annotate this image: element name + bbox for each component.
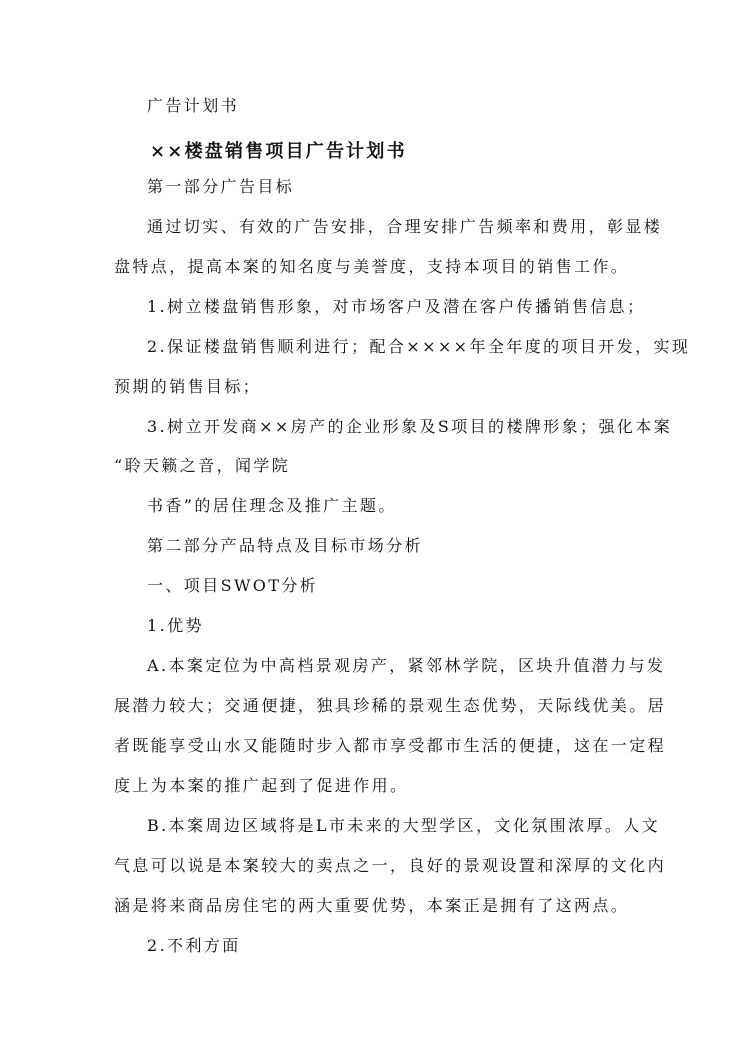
paragraph-line: 展潜力较大；交通便捷，独具珍稀的景观生态优势，天际线优美。居 [114,696,667,715]
part2-heading: 第二部分产品特点及目标市场分析 [147,536,424,555]
paragraph-line: 气息可以说是本案较大的卖点之一，良好的景观设置和深厚的文化内 [114,856,667,875]
disadvantages-heading: 2.不利方面 [147,936,241,955]
list-item-continued: 书香”的居住理念及推广主题。 [147,496,397,515]
paragraph-line: A.本案定位为中高档景观房产，紧邻林学院，区块升值潜力与发 [147,656,666,675]
doc-label: 广告计划书 [147,96,240,115]
paragraph-line: B.本案周边区域将是L市未来的大型学区，文化氛围浓厚。人文 [147,816,661,835]
paragraph-line: 涵是将来商品房住宅的两大重要优势，本案正是拥有了这两点。 [114,896,630,915]
part1-heading: 第一部分广告目标 [147,177,295,196]
paragraph-line: 盘特点，提高本案的知名度与美誉度，支持本项目的销售工作。 [114,257,630,276]
list-item: 1.树立楼盘销售形象，对市场客户及潜在客户传播销售信息； [147,297,646,316]
paragraph-line: 度上为本案的推广起到了促进作用。 [114,776,409,795]
advantages-heading: 1.优势 [147,616,204,635]
paragraph-line: 通过切实、有效的广告安排，合理安排广告频率和费用，彰显楼 [147,217,663,236]
list-item: 2.保证楼盘销售顺利进行；配合××××年全年度的项目开发，实现 [147,337,691,356]
paragraph-line: 者既能享受山水又能随时步入都市享受都市生活的便捷，这在一定程 [114,736,667,755]
document-title: ××楼盘销售项目广告计划书 [150,141,407,162]
list-item: 3.树立开发商××房产的企业形象及S项目的楼牌形象；强化本案 [147,417,673,436]
swot-heading: 一、项目SWOT分析 [147,576,319,595]
list-item-continued: 预期的销售目标； [114,377,262,396]
list-item-continued: “聆天籁之音，闻学院 [114,456,291,475]
